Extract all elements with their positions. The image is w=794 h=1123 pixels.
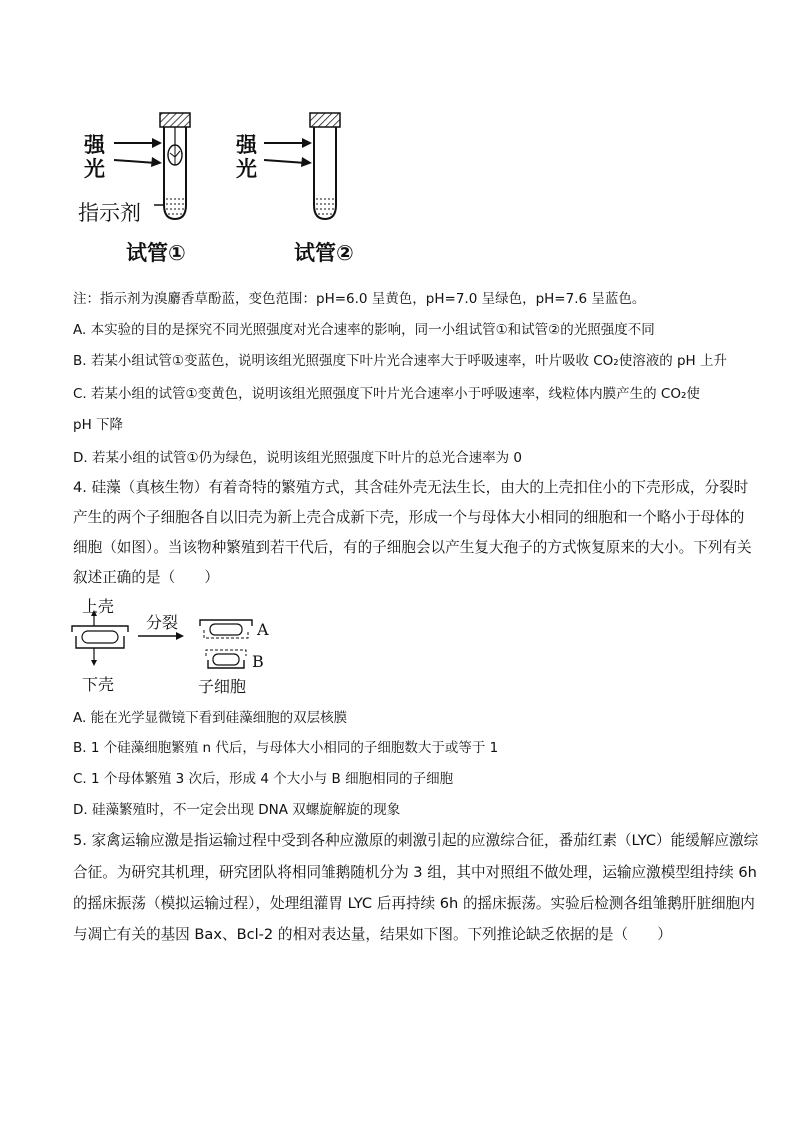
divide-arrow-icon — [138, 632, 184, 640]
q4-option-d: D. 硅藻繁殖时，不一定会出现 DNA 双螺旋解旋的现象 — [73, 802, 401, 818]
diatom-division-figure — [70, 598, 290, 698]
q4-option-c: C. 1 个母体繁殖 3 次后，形成 4 个大小与 B 细胞相同的子细胞 — [73, 771, 454, 787]
cell-b-label: B — [252, 652, 264, 671]
q3-option-c-line1: C. 若某小组的试管①变黄色，说明该组光照强度下叶片光合速率小于呼吸速率，线粒体内膜产生的 CO₂使 — [73, 386, 700, 402]
light-arrows-2-icon — [264, 138, 312, 167]
strong-light-label-1-char1: 强 — [84, 133, 105, 157]
q4-stem-line2: 产生的两个子细胞各自以旧壳为新上壳合成新下壳，形成一个与母体大小相同的细胞和一个略小于母体的 — [73, 509, 745, 526]
cell-a-label: A — [257, 620, 269, 639]
cell-a-icon — [200, 620, 252, 638]
strong-light-label-2-char1: 强 — [236, 133, 257, 157]
q3-option-b: B. 若某小组试管①变蓝色，说明该组光照强度下叶片光合速率大于呼吸速率，叶片吸收 CO₂使溶液的 pH 上升 — [73, 353, 728, 369]
tube-1-icon — [154, 113, 190, 219]
q5-stem-line2: 合征。为研究其机理，研究团队将相同雏鹅随机分为 3 组，其中对照组不做处理，运输应激模型组持续 6h — [73, 864, 757, 881]
strong-light-label-1-char2: 光 — [84, 157, 105, 181]
tube-2-icon — [310, 113, 340, 219]
q5-stem-line1: 5. 家禽运输应激是指运输过程中受到各种应激原的刺激引起的应激综合征，番茄红素（LYC）能缓解应激综 — [73, 832, 759, 849]
tube-2-label: 试管② — [294, 241, 354, 265]
divide-label: 分裂 — [146, 613, 179, 632]
test-tube-figure — [78, 105, 378, 275]
q3-option-d: D. 若某小组的试管①仍为绿色，说明该组光照强度下叶片的总光合速率为 0 — [73, 450, 522, 466]
q4-option-a: A. 能在光学显微镜下看到硅藻细胞的双层核膜 — [73, 710, 348, 726]
q4-option-b: B. 1 个硅藻细胞繁殖 n 代后，与母体大小相同的子细胞数大于或等于 1 — [73, 740, 499, 756]
tube-1-label: 试管① — [126, 241, 186, 265]
q3-option-c-line2: pH 下降 — [73, 417, 124, 433]
daughter-cells-label: 子细胞 — [198, 677, 247, 696]
cell-b-icon — [206, 650, 246, 668]
q4-stem-line3: 细胞（如图）。当该物种繁殖到若干代后，有的子细胞会以产生复大孢子的方式恢复原来的大小。下列有关 — [73, 539, 752, 556]
q3-option-a: A. 本实验的目的是探究不同光照强度对光合速率的影响，同一小组试管①和试管②的光照强度不同 — [73, 322, 655, 338]
mother-cell-icon — [72, 610, 128, 666]
indicator-label: 指示剂 — [78, 201, 141, 225]
q5-stem-line3: 的摇床振荡（模拟运输过程），处理组灌胃 LYC 后再持续 6h 的摇床振荡。实验后检测各组雏鹅肝脏细胞内 — [73, 895, 755, 912]
q4-stem-line1: 4. 硅藻（真核生物）有着奇特的繁殖方式，其含硅外壳无法生长，由大的上壳扣住小的下壳形成，分裂时 — [73, 479, 749, 496]
light-arrows-1-icon — [114, 138, 162, 167]
strong-light-label-2-char2: 光 — [236, 157, 257, 181]
lower-shell-label: 下壳 — [82, 675, 115, 694]
upper-shell-label: 上壳 — [82, 597, 115, 616]
q4-stem-line4: 叙述正确的是（ ） — [73, 569, 219, 586]
q3-note: 注：指示剂为溴麝香草酚蓝，变色范围：pH=6.0 呈黄色，pH=7.0 呈绿色，pH=7.6 呈蓝色。 — [73, 291, 646, 307]
q5-stem-line4: 与凋亡有关的基因 Bax、Bcl-2 的相对表达量，结果如下图。下列推论缺乏依据的是（ ） — [73, 926, 672, 943]
